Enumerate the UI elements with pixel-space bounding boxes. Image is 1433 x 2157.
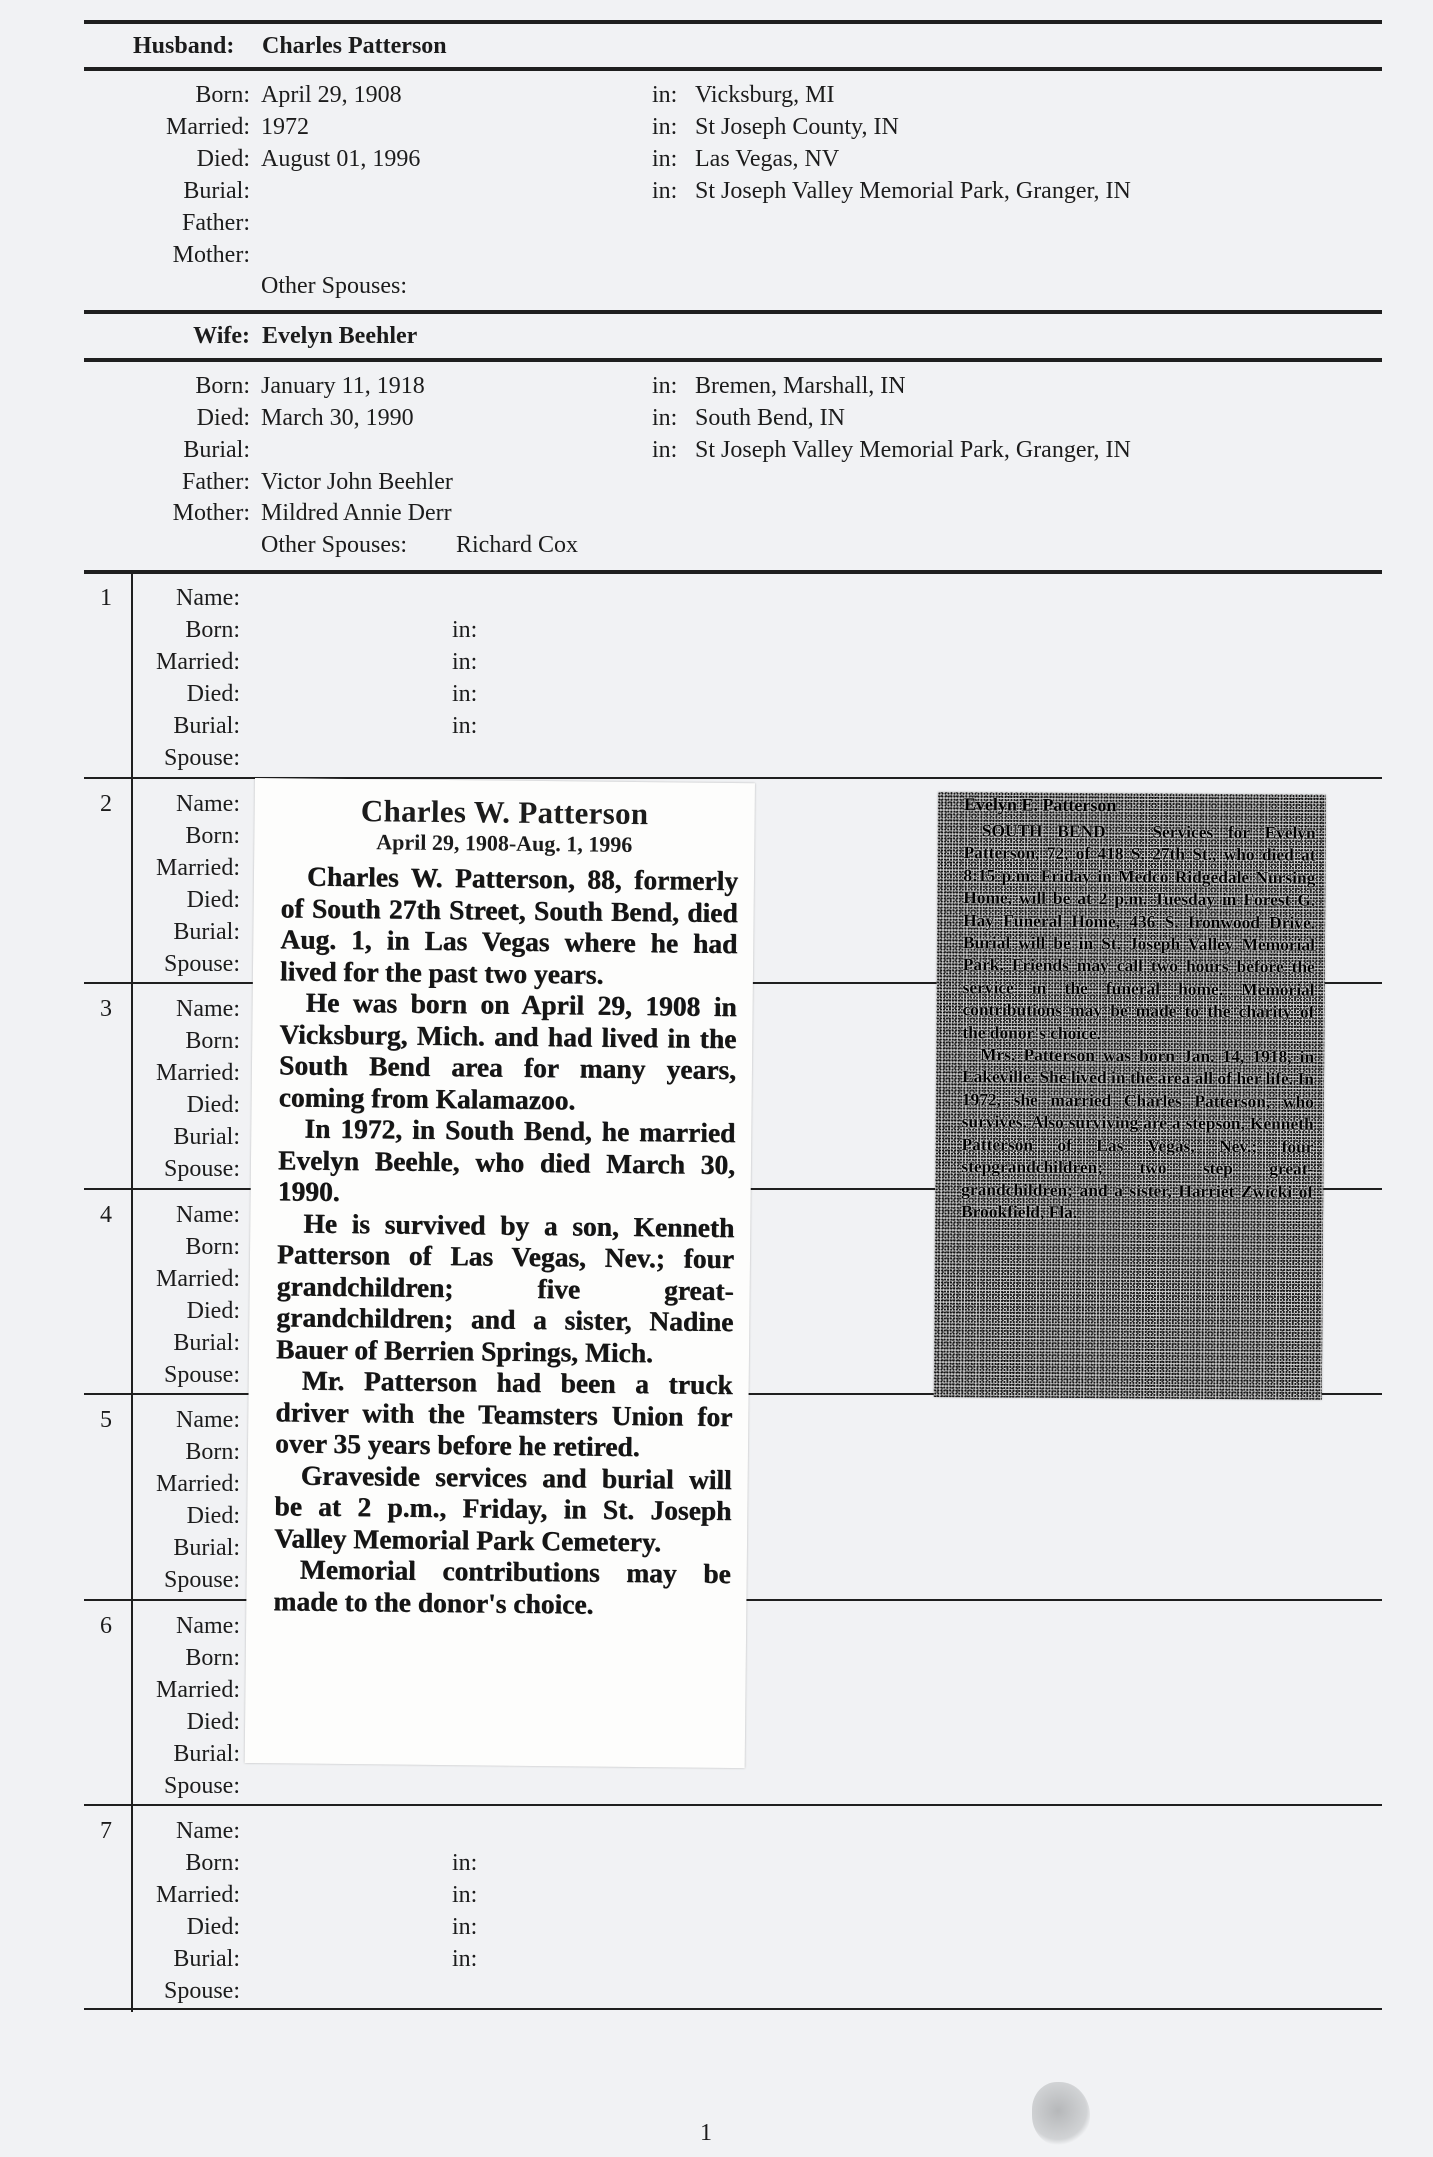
wife-born-in-label: in:	[652, 373, 678, 399]
child-in-label: in:	[452, 681, 478, 707]
husband-born-in-label: in:	[652, 82, 678, 108]
child-field-label: Spouse:	[163, 1772, 240, 1799]
wife-born-date: January 11, 1918	[261, 373, 425, 399]
obituary-charles-paragraph: Mr. Patterson had been a truck driver with the Teamsters Union for over 35 years before he retired.	[274, 1364, 733, 1463]
child-field-label: Burial:	[173, 1740, 240, 1767]
child-in-label: in:	[452, 713, 478, 739]
obituary-charles-paragraph: Memorial contributions may be made to the donor's choice.	[273, 1553, 731, 1620]
wife-burial-place: St Joseph Valley Memorial Park, Granger, IN	[695, 437, 1131, 463]
child-field-label: Spouse:	[163, 1567, 240, 1593]
husband-mother-label: Mother:	[172, 242, 250, 268]
child-field-label: Spouse:	[163, 1978, 240, 2004]
obituary-evelyn-paragraph: Mrs. Patterson was born Jan. 14, 1918, in Lakeville. She lived in the area all of her life. In 1972, she married Charles Patterson, who survives. Also surviving are a stepson, Kenneth Patterson of Las Vegas, Nev.; four stepgrandchildren; two step great-grandchildren; and a sister, Harriet Zwicki of Brookfield, Fla.	[961, 1044, 1315, 1222]
child-field-label: Name:	[176, 1407, 240, 1433]
husband-married-label: Married:	[166, 114, 250, 140]
husband-burial-in-label: in:	[652, 178, 678, 204]
child-in-label: in:	[452, 649, 478, 675]
wife-died-date: March 30, 1990	[261, 405, 414, 431]
child-field-label: Burial:	[173, 1124, 240, 1150]
wife-mother-name: Mildred Annie Derr	[261, 500, 452, 526]
child-number: 3	[100, 996, 112, 1022]
child-in-label: in:	[452, 1946, 478, 1972]
child-number: 7	[100, 1818, 112, 1844]
child-field-label: Name:	[176, 1201, 240, 1228]
wife-born-place: Bremen, Marshall, IN	[695, 373, 906, 399]
child-field-label: Born:	[185, 1028, 240, 1054]
child-field-label: Burial:	[173, 1329, 240, 1356]
child-field-label: Name:	[176, 585, 240, 611]
child-field-label: Died:	[186, 1914, 240, 1940]
child-field-label: Burial:	[173, 1535, 240, 1561]
obituary-charles-paragraph: He is survived by a son, Kenneth Patterson of Las Vegas, Nev.; four grandchildren; five great-grandchildren; and a sister, Nadine Bauer of Berrien Springs, Mich.	[275, 1207, 735, 1368]
wife-father-name: Victor John Beehler	[261, 469, 453, 495]
child-field-label: Spouse:	[163, 1361, 240, 1388]
child-field-label: Born:	[185, 1850, 240, 1876]
obituary-charles-dates: April 29, 1908-Aug. 1, 1996	[376, 829, 633, 857]
wife-top-rule	[84, 310, 1382, 314]
wife-header-rule	[84, 358, 1382, 362]
husband-other-spouses-label: Other Spouses:	[261, 273, 407, 299]
child-field-label: Name:	[176, 790, 240, 817]
husband-header-rule	[84, 67, 1382, 71]
child-field-label: Name:	[176, 1818, 240, 1844]
husband-died-place: Las Vegas, NV	[695, 146, 840, 172]
husband-married-place: St Joseph County, IN	[695, 114, 899, 140]
child-field-label: Died:	[186, 1297, 240, 1324]
obituary-clipping-evelyn	[934, 792, 1326, 1400]
husband-burial-place: St Joseph Valley Memorial Park, Granger, IN	[695, 178, 1131, 204]
ink-smudge	[1032, 2082, 1090, 2146]
husband-born-place: Vicksburg, MI	[695, 82, 835, 108]
wife-other-spouses-label: Other Spouses:	[261, 532, 407, 558]
child-in-label: in:	[452, 1850, 478, 1876]
husband-married-in-label: in:	[652, 114, 678, 140]
child-field-label: Spouse:	[163, 1156, 240, 1182]
child-field-label: Born:	[185, 822, 240, 849]
wife-father-label: Father:	[182, 469, 250, 495]
obituary-clipping-charles	[245, 778, 755, 1768]
husband-died-date: August 01, 1996	[261, 146, 421, 172]
wife-died-in-label: in:	[652, 405, 678, 431]
husband-burial-label: Burial:	[183, 178, 250, 204]
obituary-evelyn-title: Evelyn E. Patterson	[963, 794, 1117, 816]
wife-died-label: Died:	[196, 405, 250, 431]
child-field-label: Spouse:	[163, 745, 240, 771]
obituary-charles-title: Charles W. Patterson	[360, 793, 649, 832]
child-field-label: Married:	[156, 1676, 240, 1703]
child-field-label: Spouse:	[163, 950, 240, 977]
child-field-label: Name:	[176, 996, 240, 1022]
child-number: 1	[100, 585, 112, 611]
child-field-label: Burial:	[173, 713, 240, 739]
page-number: 1	[700, 2120, 712, 2146]
obituary-charles-paragraph: In 1972, in South Bend, he married Evelyn Beehle, who died March 30, 1990.	[277, 1112, 736, 1207]
obituary-evelyn-paragraph: SOUTH BEND — Services for Evelyn Patterson, 72, of 418 S. 27th St., who died at 8:15 p.m. Friday in Medco Ridgedale Nursing Home, will be at 2 p.m. Tuesday in Forest G. Hay Funeral Home, 436 S. Ironwood Drive. Burial will be in St. Joseph Valley Memorial Park. Friends may call two hours before the service in the funeral home. Memorial contributions may be made to the charity of the donor's choice.	[962, 820, 1316, 1043]
child-field-label: Born:	[185, 1233, 240, 1260]
husband-married-date: 1972	[261, 114, 309, 140]
child-field-label: Married:	[156, 1060, 240, 1086]
child-field-label: Died:	[186, 1708, 240, 1735]
child-field-label: Married:	[156, 1265, 240, 1292]
wife-burial-in-label: in:	[652, 437, 678, 463]
child-field-label: Married:	[156, 649, 240, 675]
child-field-label: Born:	[185, 1439, 240, 1465]
husband-died-label: Died:	[196, 146, 250, 172]
child-field-label: Died:	[186, 681, 240, 707]
child-field-label: Died:	[186, 1092, 240, 1118]
child-field-label: Born:	[185, 617, 240, 643]
children-number-column-rule	[131, 572, 133, 2012]
husband-name: Charles Patterson	[262, 33, 447, 59]
top-rule	[84, 20, 1382, 24]
husband-father-label: Father:	[182, 210, 250, 236]
husband-born-date: April 29, 1908	[261, 82, 402, 108]
child-in-label: in:	[452, 617, 478, 643]
child-number: 4	[100, 1201, 112, 1228]
wife-burial-label: Burial:	[183, 437, 250, 463]
obituary-charles-paragraph: He was born on April 29, 1908 in Vicksburg, Mich. and had lived in the South Bend area for many years, coming from Kalamazoo.	[278, 986, 737, 1115]
child-in-label: in:	[452, 1882, 478, 1908]
child-number: 2	[100, 790, 112, 817]
obituary-evelyn-body	[935, 815, 1326, 1225]
children-bottom-rule	[84, 2008, 1382, 2010]
child-field-label: Burial:	[173, 1946, 240, 1972]
husband-died-in-label: in:	[652, 146, 678, 172]
child-field-label: Died:	[186, 1503, 240, 1529]
wife-other-spouses-value: Richard Cox	[456, 532, 578, 558]
obituary-charles-paragraph: Graveside services and burial will be at 2 p.m., Friday, in St. Joseph Valley Memorial Park Cemetery.	[273, 1459, 732, 1557]
husband-born-label: Born:	[195, 82, 250, 108]
child-number: 6	[100, 1612, 112, 1639]
wife-name: Evelyn Beehler	[262, 323, 418, 349]
wife-died-place: South Bend, IN	[695, 405, 845, 431]
wife-born-label: Born:	[195, 373, 250, 399]
husband-role-label: Husband:	[133, 33, 235, 59]
obituary-charles-paragraph: Charles W. Patterson, 88, formerly of South 27th Street, South Bend, died Aug. 1, in Las Vegas where he had lived for the past two years.	[279, 860, 739, 990]
child-field-label: Married:	[156, 1882, 240, 1908]
wife-mother-label: Mother:	[172, 500, 250, 526]
child-field-label: Married:	[156, 1471, 240, 1497]
child-number: 5	[100, 1407, 112, 1433]
child-field-label: Name:	[176, 1612, 240, 1639]
wife-role-label: Wife:	[193, 323, 250, 349]
obituary-charles-body	[246, 854, 754, 1621]
child-separator-rule	[84, 1804, 1382, 1806]
child-in-label: in:	[452, 1914, 478, 1940]
child-field-label: Married:	[156, 854, 240, 881]
child-field-label: Born:	[185, 1644, 240, 1671]
child-field-label: Died:	[186, 886, 240, 913]
children-top-rule	[84, 570, 1382, 574]
child-field-label: Burial:	[173, 918, 240, 945]
